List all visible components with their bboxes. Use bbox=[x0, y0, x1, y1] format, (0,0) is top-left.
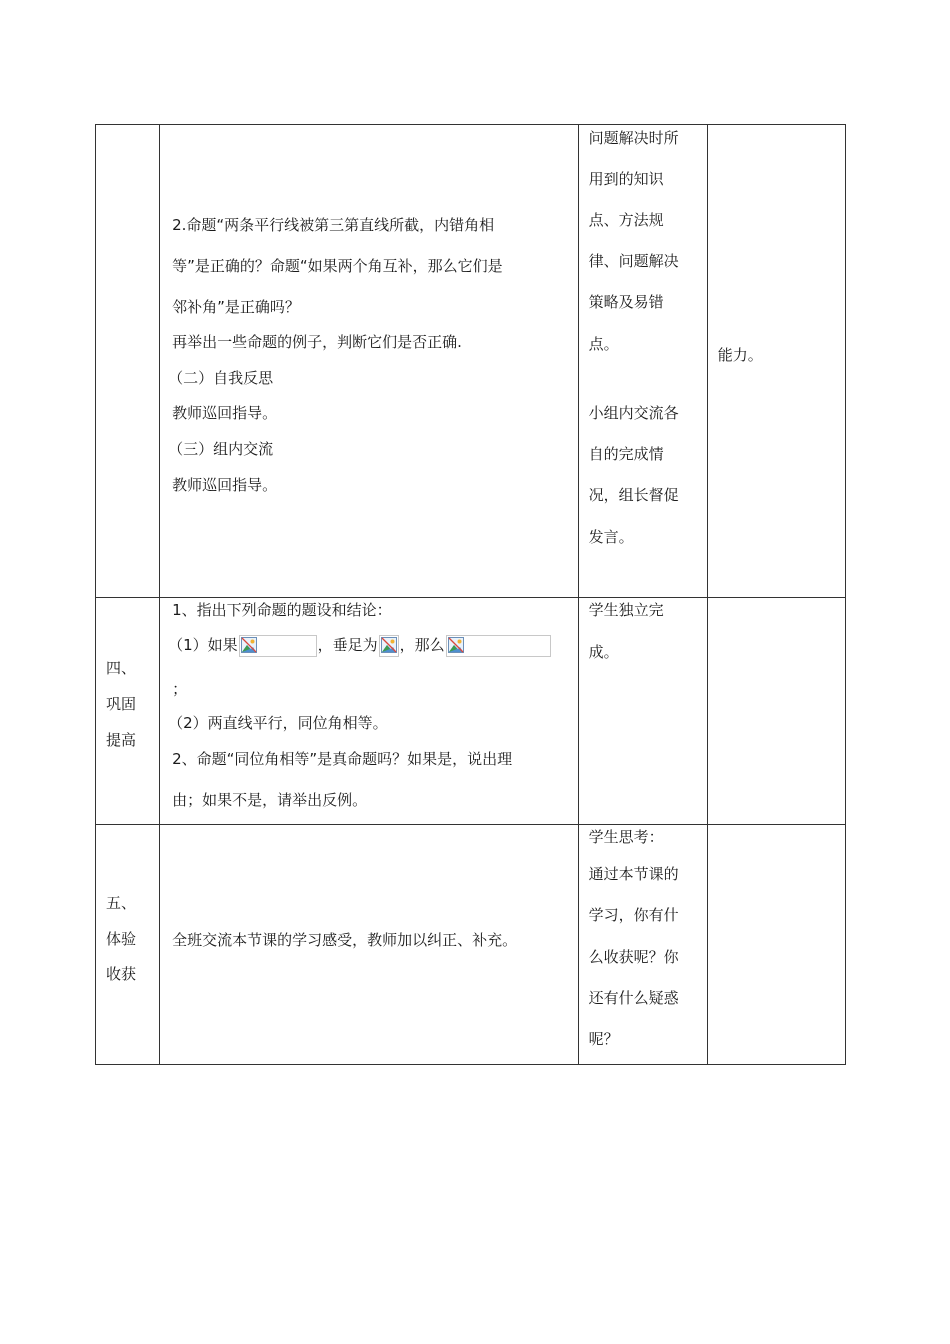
activity-cell bbox=[160, 125, 579, 598]
student-line: 点。 bbox=[588, 335, 619, 353]
stage-cell bbox=[96, 825, 160, 1065]
student-line: 呢？ bbox=[588, 1030, 619, 1048]
student-line: 发言。 bbox=[588, 528, 634, 546]
activity-line: 2.命题“两条平行线被第三第直线所截，内错角相 bbox=[172, 216, 495, 234]
stage-label: 四、 bbox=[106, 659, 137, 677]
activity-line: （三）组内交流 bbox=[168, 440, 274, 458]
student-line: 自的完成情 bbox=[588, 445, 664, 463]
student-line: 律、问题解决 bbox=[588, 252, 679, 270]
student-line: 用到的知识 bbox=[588, 170, 664, 188]
student-line: 通过本节课的 bbox=[588, 865, 679, 883]
activity-line: 再举出一些命题的例子，判断它们是否正确. bbox=[172, 333, 462, 351]
activity-line: 由；如果不是，请举出反例。 bbox=[172, 791, 368, 809]
student-line: 小组内交流各 bbox=[588, 404, 679, 422]
goal-cell bbox=[707, 598, 845, 825]
activity-line: 教师巡回指导。 bbox=[172, 404, 278, 422]
broken-image-icon bbox=[381, 637, 397, 653]
student-line: 问题解决时所 bbox=[588, 129, 679, 147]
stage-label: 体验 bbox=[106, 930, 137, 948]
goal-cell bbox=[707, 125, 845, 598]
q1-text-c: ，那么 bbox=[399, 636, 445, 654]
broken-image-icon bbox=[241, 637, 257, 653]
stage-label: 巩固 bbox=[106, 695, 137, 713]
image-placeholder bbox=[239, 635, 317, 657]
student-line: 策略及易错 bbox=[588, 293, 664, 311]
broken-image-icon bbox=[448, 637, 464, 653]
lesson-plan-table bbox=[95, 124, 846, 1065]
question-1-line bbox=[168, 634, 552, 657]
goal-line: 能力。 bbox=[717, 346, 763, 364]
student-line: 况，组长督促 bbox=[588, 486, 679, 504]
student-line: 还有什么疑惑 bbox=[588, 989, 679, 1007]
student-cell bbox=[578, 125, 707, 598]
table-row bbox=[96, 125, 846, 598]
q1-text-b: ，垂足为 bbox=[317, 636, 378, 654]
goal-cell bbox=[707, 825, 845, 1065]
student-line: 学习，你有什 bbox=[588, 906, 679, 924]
stage-label: 提高 bbox=[106, 731, 137, 749]
table-row bbox=[96, 598, 846, 825]
student-line: 学生独立完 bbox=[588, 601, 664, 619]
activity-cell bbox=[160, 598, 579, 825]
activity-line: 全班交流本节课的学习感受，教师加以纠正、补充。 bbox=[172, 931, 518, 949]
stage-cell bbox=[96, 125, 160, 598]
stage-label: 收获 bbox=[106, 965, 137, 983]
student-line: 么收获呢？你 bbox=[588, 948, 679, 966]
student-cell bbox=[578, 825, 707, 1065]
table-row bbox=[96, 825, 846, 1065]
activity-line: 1、指出下列命题的题设和结论： bbox=[172, 601, 392, 619]
image-placeholder bbox=[379, 635, 399, 657]
activity-line: 2、命题“同位角相等”是真命题吗？如果是，说出理 bbox=[172, 750, 513, 768]
student-line: 学生思考： bbox=[588, 828, 664, 846]
image-placeholder bbox=[446, 635, 551, 657]
student-cell bbox=[578, 598, 707, 825]
stage-label: 五、 bbox=[106, 894, 137, 912]
activity-line: 邻补角”是正确吗？ bbox=[172, 298, 300, 316]
activity-line: （二）自我反思 bbox=[168, 369, 274, 387]
activity-line: （2）两直线平行，同位角相等。 bbox=[168, 714, 388, 732]
q1-text-a: （1）如果 bbox=[168, 636, 238, 654]
stage-cell bbox=[96, 598, 160, 825]
student-line: 点、方法规 bbox=[588, 211, 664, 229]
student-line: 成。 bbox=[588, 643, 619, 661]
activity-line: 教师巡回指导。 bbox=[172, 476, 278, 494]
activity-cell bbox=[160, 825, 579, 1065]
activity-line: 等”是正确的？命题“如果两个角互补，那么它们是 bbox=[172, 257, 503, 275]
q1-tail: ； bbox=[172, 680, 188, 698]
